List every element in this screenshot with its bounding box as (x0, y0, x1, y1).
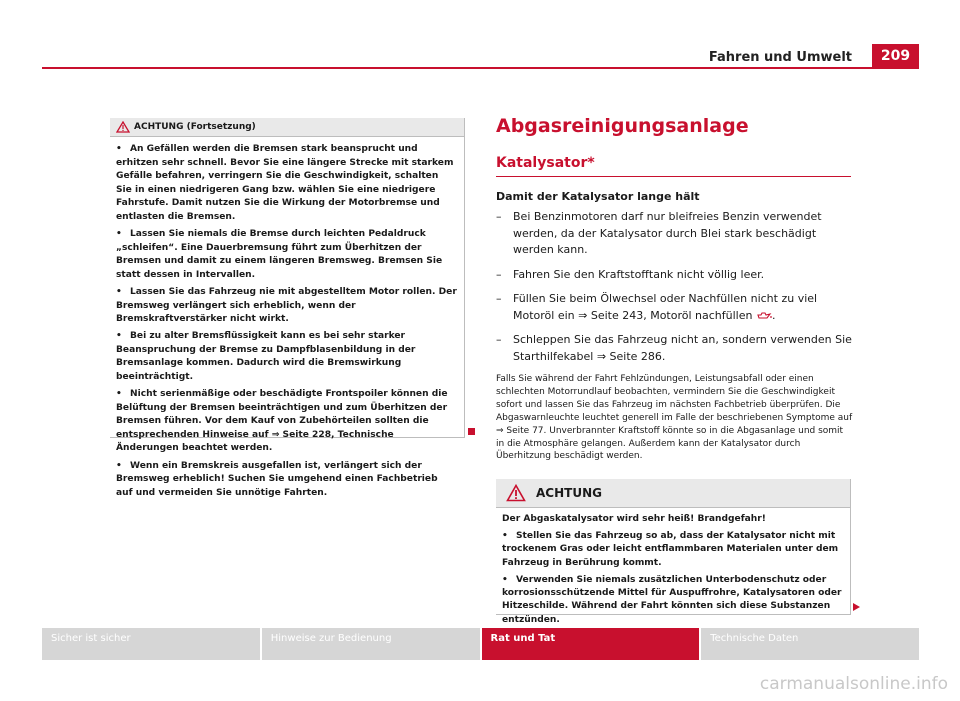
tip-title: Damit der Katalysator lange hält (496, 190, 700, 203)
warning-item: • Lassen Sie niemals die Bremse durch leichten Pedaldruck „schleifen“. Eine Dauerbremsung führt zum Überhitzen der Bremsen und damit zu einem längeren Bremsweg. Bremsen Sie statt dessen in Intervallen. (116, 229, 443, 280)
continued-arrow-icon (853, 603, 860, 611)
warning-box-header (496, 479, 850, 508)
warning-item: • Stellen Sie das Fahrzeug so ab, dass der Katalysator nicht mit trockenem Gras oder leicht entflammbaren Materialen unter dem Fahrzeug in Berührung kommt. (502, 530, 839, 568)
subsection-rule (496, 176, 851, 177)
warning-item: • Wenn ein Bremskreis ausgefallen ist, verlängert sich der Bremsweg erheblich! Suchen Sie umgehend einen Fachbetrieb auf und vermeiden Sie unnötige Fahrten. (116, 460, 438, 498)
list-item: – Bei Benzinmotoren darf nur bleifreies Benzin verwendet werden, da der Katalysator durch Blei stark beschädigt werden kann. (496, 210, 822, 256)
running-header-title: Fahren und Umwelt (708, 50, 852, 65)
section-heading: Abgasreinigungsanlage (496, 115, 749, 137)
warning-item: • Verwenden Sie niemals zusätzlichen Unterbodenschutz oder korrosionsschützende Mittel für Auspuffrohre, Katalysatoren oder Hitzeschilde. Während der Fahrt könnten sich diese Substanzen entzünden. (502, 574, 842, 625)
warning-triangle-icon (116, 121, 130, 133)
warning-item: • Nicht serienmäßige oder beschädigte Frontspoiler können die Belüftung der Bremsen beeinträchtigen und zum Überhitzen der Bremsen führen. Vor dem Kauf von Zubehörteilen sollten die entsprechenden Hinweise auf ⇒ Seite 228, Technische Änderungen beachtet werden. (116, 389, 448, 454)
warning-box-body (496, 508, 850, 627)
warning-box-body (110, 137, 464, 500)
body-paragraph: Falls Sie während der Fahrt Fehlzündungen, Leistungsabfall oder einen schlechten Motorrundlauf beobachten, vermindern Sie die Geschwindigkeit sofort und lassen Sie das Fahrzeug im nächsten Fachbetrieb überprüfen. Die Abgaswarnleuchte leuchtet generell im Falle der beschriebenen Symptome auf ⇒ Seite 77. Unverbrannter Kraftstoff könnte so in die Abgasanlage und somit in die Atmosphäre gelangen. Außerdem kann der Katalysator durch Überhitzung beschädigt werden. (496, 374, 853, 462)
tip-list (496, 209, 856, 373)
section-end-marker (468, 428, 475, 435)
list-item: – Schleppen Sie das Fahrzeug nicht an, sondern verwenden Sie Starthilfekabel ⇒ Seite 286. (496, 333, 852, 363)
oil-can-icon (756, 311, 772, 320)
page-number: 209 (872, 44, 919, 68)
list-item: – Füllen Sie beim Ölwechsel oder Nachfüllen nicht zu viel Motoröl ein ⇒ Seite 243, Motoröl nachfüllen . (496, 292, 818, 322)
watermark: carmanualsonline.info (759, 674, 948, 694)
warning-box (496, 479, 851, 625)
footer-tab-rat-und-tat[interactable]: Rat und Tat (482, 628, 700, 660)
footer-tab-hinweise[interactable]: Hinweise zur Bedienung (262, 628, 480, 660)
list-item: – Fahren Sie den Kraftstofftank nicht völlig leer. (496, 267, 765, 281)
warning-triangle-icon (506, 484, 526, 502)
warning-box-title: ACHTUNG (536, 486, 602, 500)
warning-box-header (110, 118, 464, 137)
warning-lead: Der Abgaskatalysator wird sehr heiß! Brandgefahr! (502, 514, 766, 524)
footer-tab-technische-daten[interactable]: Technische Daten (701, 628, 919, 660)
subsection-heading: Katalysator* (496, 155, 595, 171)
warning-item: • Bei zu alter Bremsflüssigkeit kann es bei sehr starker Beanspruchung der Bremse zu Dampfblasenbildung in der Bremsanlage kommen. Dadurch wird die Bremswirkung beeinträchtigt. (116, 331, 416, 382)
footer-tab-sicher[interactable]: Sicher ist sicher (42, 628, 260, 660)
footer-nav (42, 628, 919, 660)
warning-item: • Lassen Sie das Fahrzeug nie mit abgestelltem Motor rollen. Der Bremsweg verlängert sich erheblich, wenn der Bremskraftverstärker nicht wirkt. (116, 286, 457, 325)
header-rule (42, 67, 919, 69)
warning-box-title: ACHTUNG (Fortsetzung) (134, 121, 256, 132)
warning-item: • An Gefällen werden die Bremsen stark beansprucht und erhitzen sehr schnell. Bevor Sie eine längere Strecke mit starkem Gefälle befahren, verringern Sie die Geschwindigkeit, schalten Sie in einen niedrigeren Gang bzw. wählen Sie eine niedrigere Fahrstufe. Damit nutzen Sie die Wirkung der Motorbremse und entlasten die Bremsen. (116, 144, 454, 222)
warning-box-continued (110, 118, 465, 498)
